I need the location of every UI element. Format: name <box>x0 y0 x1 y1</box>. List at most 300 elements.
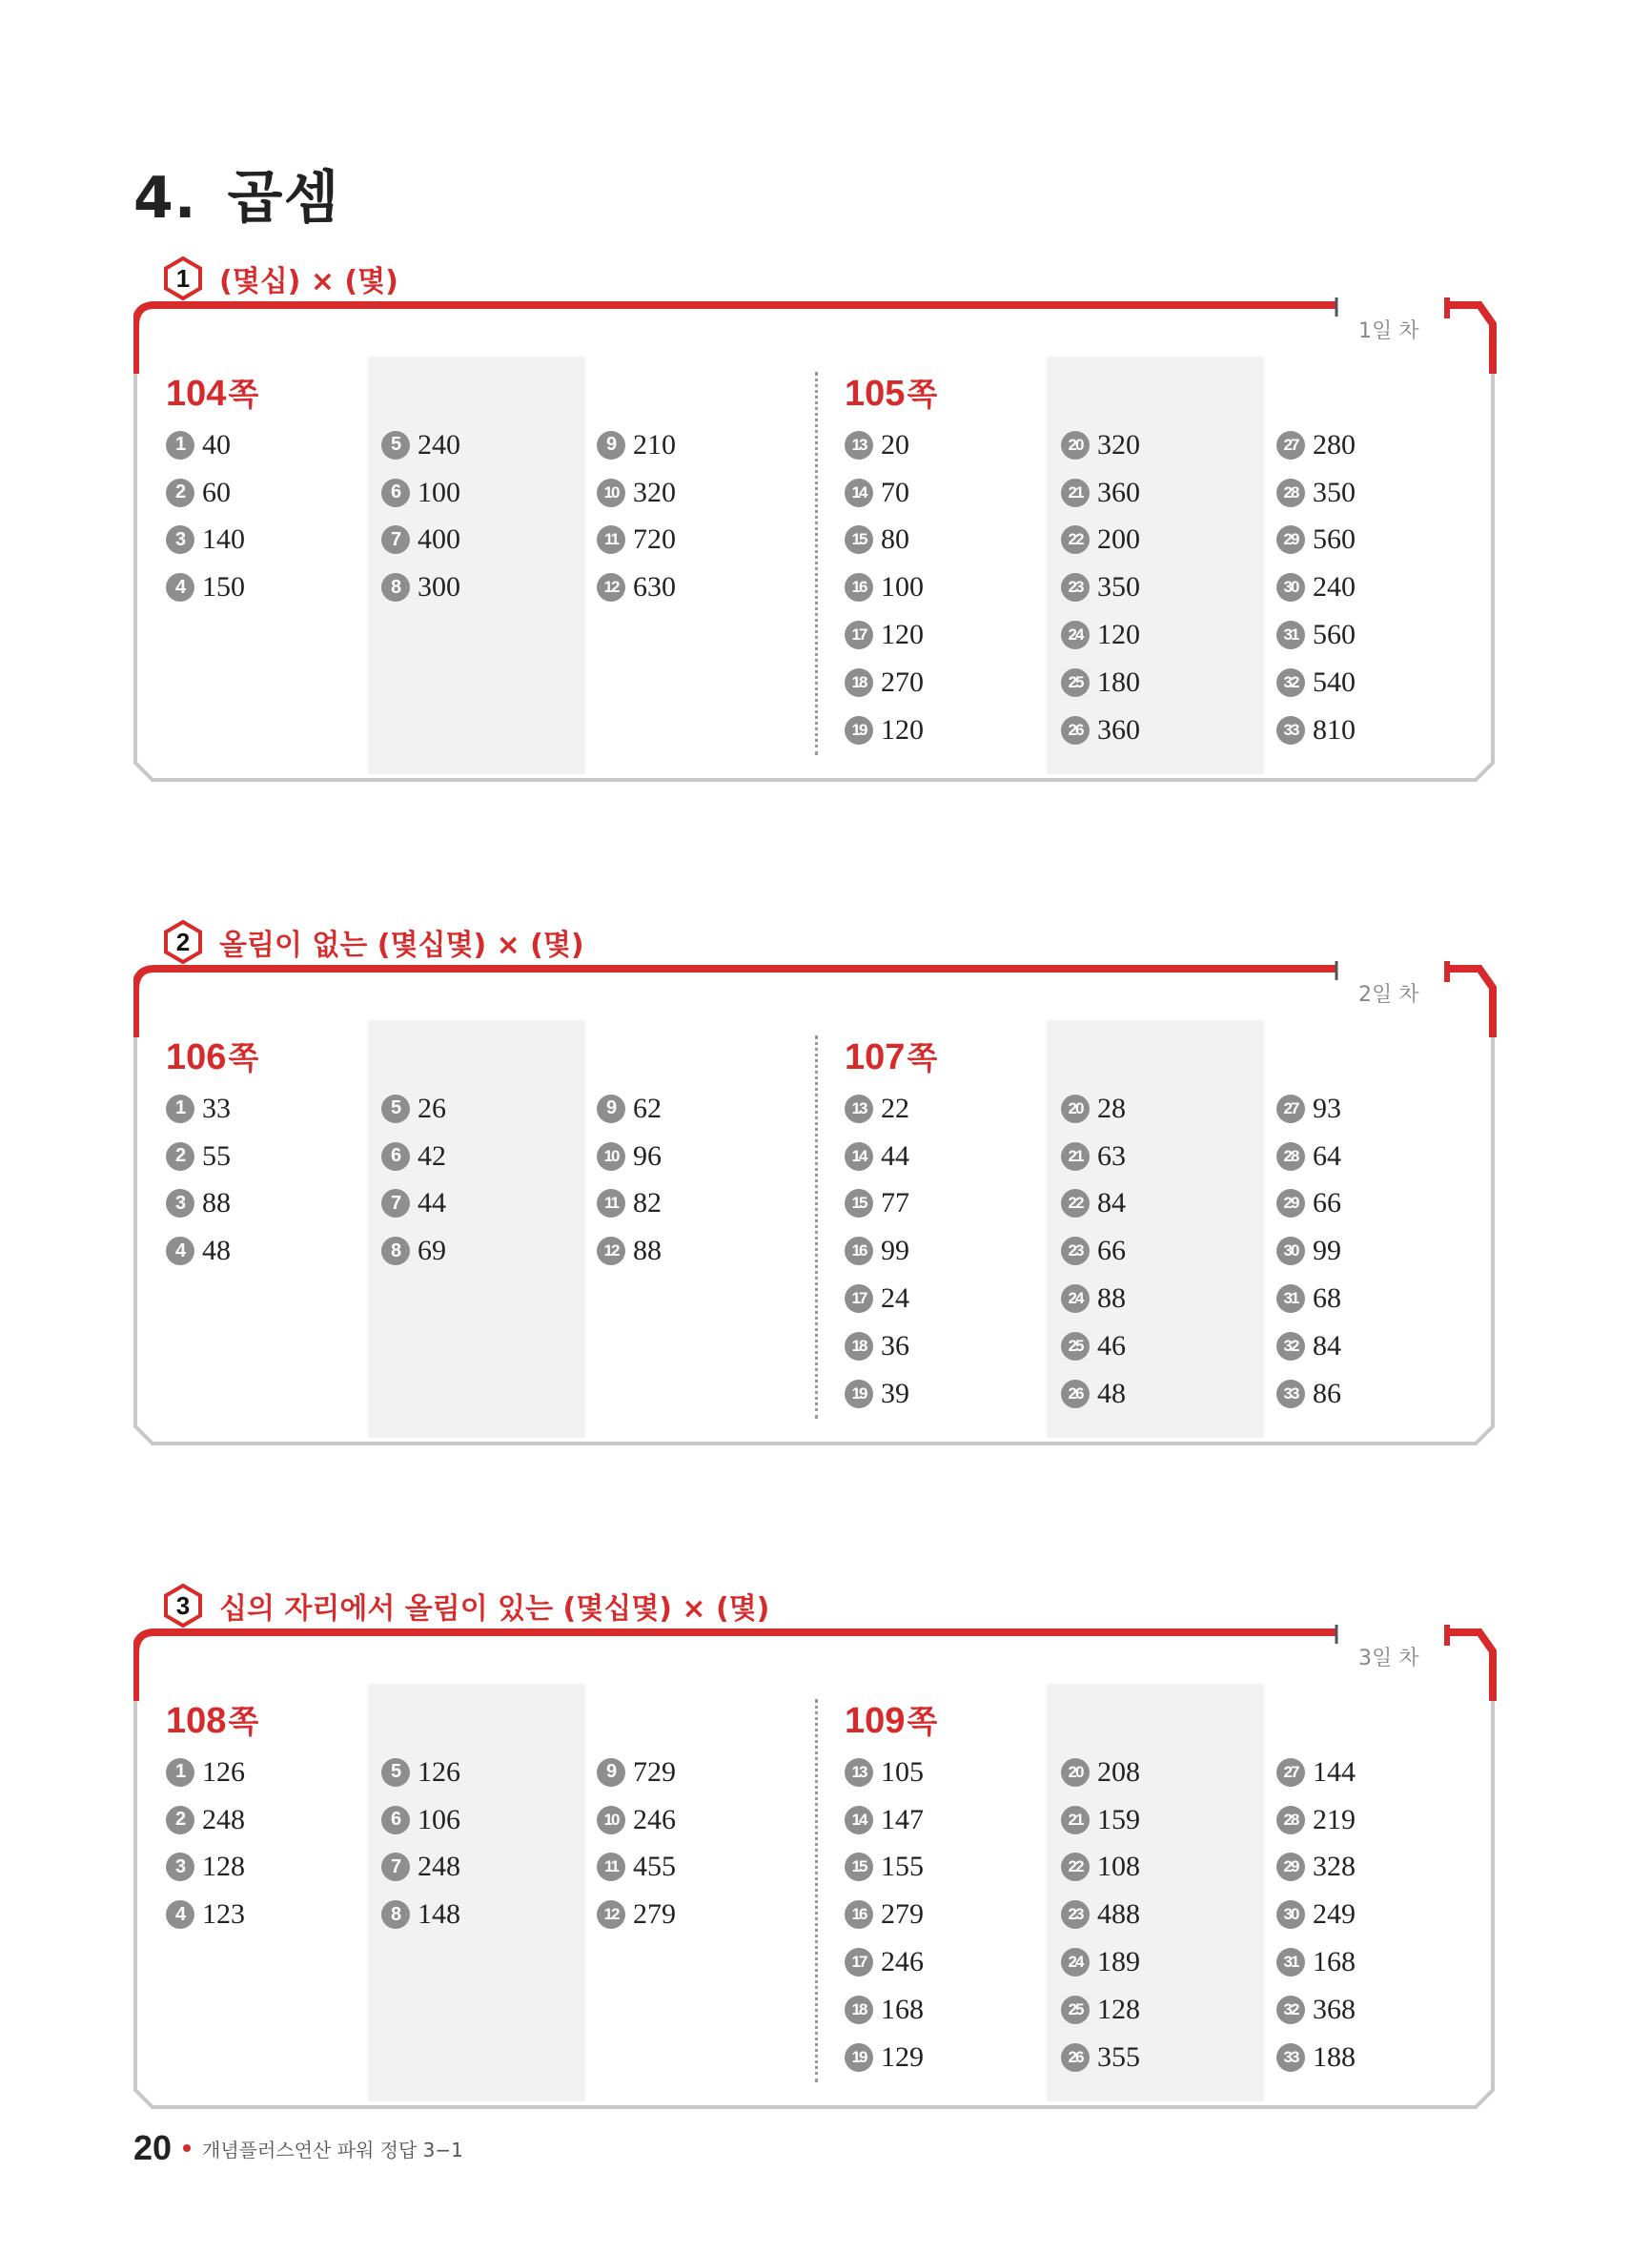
problem-number-badge: 14 <box>845 479 873 507</box>
problem-number-badge: 10 <box>597 1142 625 1171</box>
answer-value: 63 <box>1097 1139 1126 1172</box>
answer-value: 120 <box>881 713 924 746</box>
answer-item <box>597 1796 676 1844</box>
answer-value: 100 <box>418 476 460 508</box>
answer-column <box>166 421 245 611</box>
answer-item <box>1061 1796 1140 1844</box>
answer-value: 126 <box>202 1755 245 1788</box>
page-suffix: 쪽 <box>228 1039 259 1076</box>
answer-value: 360 <box>1097 476 1140 508</box>
problem-number-badge: 10 <box>597 479 625 507</box>
page-number: 108 <box>166 1701 227 1741</box>
answer-item <box>845 707 924 754</box>
problem-number-badge: 27 <box>1276 1758 1305 1787</box>
answer-item <box>1276 517 1356 564</box>
section-number: 1 <box>175 264 191 293</box>
problem-number-badge: 17 <box>845 621 873 649</box>
problem-number-badge: 4 <box>166 1900 194 1929</box>
left-page-label <box>166 370 258 415</box>
answer-column <box>166 1749 245 1938</box>
problem-number-badge: 31 <box>1276 621 1305 649</box>
answer-value: 105 <box>881 1755 924 1788</box>
answer-value: 147 <box>881 1803 924 1835</box>
answer-item <box>1061 1749 1140 1796</box>
problem-number-badge: 5 <box>381 1095 410 1123</box>
answer-item <box>381 1133 446 1180</box>
right-page-label <box>845 1697 937 1742</box>
problem-number-badge: 11 <box>597 1853 625 1881</box>
answer-item <box>845 611 924 659</box>
problem-number-badge: 6 <box>381 1806 410 1834</box>
answer-item <box>597 421 676 469</box>
answer-item <box>845 1085 909 1133</box>
answer-item <box>166 1180 231 1228</box>
answer-value: 168 <box>881 1993 924 2025</box>
problem-number-badge: 33 <box>1276 716 1305 745</box>
problem-number-badge: 32 <box>1276 1332 1305 1361</box>
answer-column <box>597 1749 676 1938</box>
problem-number-badge: 23 <box>1061 573 1090 602</box>
answer-item <box>166 1227 231 1275</box>
answer-item <box>597 563 676 611</box>
problem-number-badge: 24 <box>1061 621 1090 649</box>
problem-number-badge: 13 <box>845 1758 873 1787</box>
problem-number-badge: 4 <box>166 1237 194 1265</box>
answer-value: 20 <box>881 428 909 461</box>
problem-number-badge: 8 <box>381 573 410 602</box>
answer-item <box>845 1749 924 1796</box>
answer-column <box>1061 1749 1140 2081</box>
chapter-number: 4. <box>133 165 197 232</box>
problem-number-badge: 26 <box>1061 1380 1090 1408</box>
answer-value: 155 <box>881 1851 924 1883</box>
answer-column <box>381 421 460 611</box>
answer-item <box>845 1844 924 1892</box>
answer-item <box>1061 1370 1126 1418</box>
answer-item <box>845 1370 909 1418</box>
answer-value: 26 <box>418 1092 446 1124</box>
page-footer <box>133 2128 463 2168</box>
problem-number-badge: 21 <box>1061 479 1090 507</box>
answer-value: 279 <box>633 1898 676 1931</box>
answer-item <box>1061 1227 1126 1275</box>
answer-item <box>166 1749 245 1796</box>
answer-box <box>133 297 1506 870</box>
answer-value: 188 <box>1313 2040 1356 2073</box>
answer-item <box>845 1891 924 1938</box>
answer-item <box>1276 1844 1356 1892</box>
answer-item <box>1061 1275 1126 1322</box>
page-number: 107 <box>845 1037 906 1077</box>
problem-number-badge: 20 <box>1061 1758 1090 1787</box>
problem-number-badge: 15 <box>845 525 873 554</box>
answer-value: 810 <box>1313 713 1356 746</box>
answer-value: 24 <box>881 1282 909 1315</box>
answer-value: 99 <box>1313 1235 1341 1267</box>
answer-column <box>845 1749 924 2081</box>
answer-item <box>1276 1085 1341 1133</box>
answer-item <box>1061 707 1140 754</box>
footer-page-number: 20 <box>133 2128 173 2167</box>
answer-item <box>1061 1986 1140 2034</box>
answer-value: 93 <box>1313 1092 1341 1124</box>
answer-value: 69 <box>418 1235 446 1267</box>
answer-item <box>1061 611 1140 659</box>
right-page-label <box>845 1034 937 1078</box>
answer-value: 123 <box>202 1898 245 1931</box>
answer-value: 180 <box>1097 666 1140 698</box>
answer-item <box>597 1749 676 1796</box>
answer-value: 144 <box>1313 1755 1356 1788</box>
answer-item <box>845 1275 909 1322</box>
problem-number-badge: 23 <box>1061 1900 1090 1929</box>
answer-column <box>845 421 924 754</box>
page-number: 104 <box>166 374 227 414</box>
page-suffix: 쪽 <box>228 1703 259 1740</box>
problem-number-badge: 11 <box>597 525 625 554</box>
problem-number-badge: 24 <box>1061 1284 1090 1313</box>
answer-value: 84 <box>1097 1187 1126 1219</box>
problem-number-badge: 14 <box>845 1806 873 1834</box>
answer-item <box>166 1844 245 1892</box>
answer-value: 120 <box>1097 619 1140 651</box>
answer-value: 46 <box>1097 1329 1126 1362</box>
problem-number-badge: 5 <box>381 431 410 460</box>
problem-number-badge: 32 <box>1276 668 1305 697</box>
problem-number-badge: 32 <box>1276 1996 1305 2024</box>
answer-section <box>133 1577 1506 2206</box>
page-suffix: 쪽 <box>907 376 938 413</box>
answer-item <box>845 563 924 611</box>
answer-value: 44 <box>418 1187 446 1219</box>
section-title: 십의 자리에서 올림이 있는 (몇십몇) × (몇) <box>219 1592 770 1626</box>
answer-value: 560 <box>1313 523 1356 556</box>
answer-value: 400 <box>418 523 460 556</box>
answer-column <box>166 1085 231 1275</box>
answer-item <box>1061 469 1140 517</box>
answer-value: 200 <box>1097 523 1140 556</box>
problem-number-badge: 30 <box>1276 573 1305 602</box>
answer-item <box>381 469 460 517</box>
answer-item <box>381 1749 460 1796</box>
problem-number-badge: 7 <box>381 525 410 554</box>
section-number-hexagon-icon <box>160 919 206 965</box>
answer-item <box>597 1227 662 1275</box>
problem-number-badge: 6 <box>381 1142 410 1171</box>
problem-number-badge: 20 <box>1061 1095 1090 1123</box>
page-divider <box>815 1699 818 2082</box>
problem-number-badge: 26 <box>1061 2043 1090 2072</box>
problem-number-badge: 19 <box>845 716 873 745</box>
problem-number-badge: 1 <box>166 1758 194 1787</box>
answer-item <box>1276 611 1356 659</box>
answer-box <box>133 1625 1506 2197</box>
answer-value: 128 <box>202 1851 245 1883</box>
problem-number-badge: 4 <box>166 573 194 602</box>
answer-item <box>597 1844 676 1892</box>
answer-item <box>381 1180 446 1228</box>
answer-item <box>1276 1275 1341 1322</box>
answer-item <box>1061 1133 1126 1180</box>
problem-number-badge: 25 <box>1061 668 1090 697</box>
answer-value: 129 <box>881 2040 924 2073</box>
page-suffix: 쪽 <box>907 1039 938 1076</box>
answer-column <box>381 1085 446 1275</box>
answer-value: 328 <box>1313 1851 1356 1883</box>
answer-value: 84 <box>1313 1329 1341 1362</box>
problem-number-badge: 8 <box>381 1237 410 1265</box>
page-number: 105 <box>845 374 906 414</box>
problem-number-badge: 23 <box>1061 1237 1090 1265</box>
answer-item <box>1276 1986 1356 2034</box>
answer-value: 350 <box>1313 476 1356 508</box>
answer-item <box>845 1938 924 1986</box>
answer-value: 720 <box>633 523 676 556</box>
section-number: 2 <box>175 928 191 956</box>
answer-value: 630 <box>633 571 676 604</box>
answer-item <box>1061 563 1140 611</box>
answer-item <box>166 563 245 611</box>
problem-number-badge: 3 <box>166 525 194 554</box>
problem-number-badge: 33 <box>1276 2043 1305 2072</box>
answer-column <box>597 421 676 611</box>
answer-value: 270 <box>881 666 924 698</box>
problem-number-badge: 6 <box>381 479 410 507</box>
answer-value: 368 <box>1313 1993 1356 2025</box>
answer-item <box>1061 2034 1140 2081</box>
answer-item <box>597 1180 662 1228</box>
answer-value: 62 <box>633 1092 662 1124</box>
problem-number-badge: 22 <box>1061 525 1090 554</box>
answer-item <box>381 421 460 469</box>
answer-item <box>1276 469 1356 517</box>
problem-number-badge: 14 <box>845 1142 873 1171</box>
answer-value: 100 <box>881 571 924 604</box>
answer-column <box>845 1085 909 1418</box>
answer-item <box>845 1986 924 2034</box>
problem-number-badge: 29 <box>1276 1189 1305 1218</box>
page-suffix: 쪽 <box>228 376 259 413</box>
answer-item <box>1276 1749 1356 1796</box>
problem-number-badge: 2 <box>166 479 194 507</box>
problem-number-badge: 21 <box>1061 1806 1090 1834</box>
answer-value: 320 <box>633 476 676 508</box>
answer-item <box>1276 421 1356 469</box>
answer-item <box>845 421 924 469</box>
answer-item <box>381 1796 460 1844</box>
answer-item <box>166 517 245 564</box>
answer-item <box>1061 1085 1126 1133</box>
answer-column <box>1276 421 1356 754</box>
answer-value: 280 <box>1313 428 1356 461</box>
answer-value: 248 <box>418 1851 460 1883</box>
answer-value: 128 <box>1097 1993 1140 2025</box>
answer-value: 729 <box>633 1755 676 1788</box>
answer-item <box>597 1133 662 1180</box>
section-title: 올림이 없는 (몇십몇) × (몇) <box>219 929 584 962</box>
problem-number-badge: 9 <box>597 1758 625 1787</box>
answer-value: 44 <box>881 1139 909 1172</box>
answer-value: 246 <box>881 1946 924 1978</box>
answer-item <box>1061 1844 1140 1892</box>
problem-number-badge: 2 <box>166 1806 194 1834</box>
answer-item <box>1276 659 1356 707</box>
answer-item <box>845 2034 924 2081</box>
chapter-name: 곱셈 <box>227 165 340 232</box>
answer-item <box>1276 2034 1356 2081</box>
answer-item <box>1061 421 1140 469</box>
problem-number-badge: 16 <box>845 573 873 602</box>
problem-number-badge: 31 <box>1276 1948 1305 1976</box>
problem-number-badge: 18 <box>845 1332 873 1361</box>
answer-item <box>597 469 676 517</box>
answer-value: 88 <box>633 1235 662 1267</box>
answer-item <box>1276 1796 1356 1844</box>
problem-number-badge: 3 <box>166 1853 194 1881</box>
answer-column <box>1061 421 1140 754</box>
problem-number-badge: 33 <box>1276 1380 1305 1408</box>
problem-number-badge: 22 <box>1061 1189 1090 1218</box>
day-label: 1일 차 <box>1358 319 1419 343</box>
section-number: 3 <box>175 1591 191 1620</box>
problem-number-badge: 19 <box>845 1380 873 1408</box>
answer-value: 48 <box>202 1235 231 1267</box>
answer-value: 248 <box>202 1803 245 1835</box>
day-label: 2일 차 <box>1358 983 1419 1007</box>
answer-value: 77 <box>881 1187 909 1219</box>
problem-number-badge: 30 <box>1276 1900 1305 1929</box>
answer-value: 70 <box>881 476 909 508</box>
problem-number-badge: 20 <box>1061 431 1090 460</box>
answer-item <box>845 1180 909 1228</box>
answer-value: 148 <box>418 1898 460 1931</box>
answer-item <box>166 1796 245 1844</box>
answer-value: 360 <box>1097 713 1140 746</box>
problem-number-badge: 27 <box>1276 431 1305 460</box>
answer-item <box>166 469 245 517</box>
answer-value: 66 <box>1313 1187 1341 1219</box>
answer-value: 28 <box>1097 1092 1126 1124</box>
answer-section <box>133 913 1506 1543</box>
answer-column <box>381 1749 460 1938</box>
answer-item <box>845 1796 924 1844</box>
right-page-label <box>845 370 937 415</box>
page-divider <box>815 1035 818 1419</box>
answer-item <box>597 1085 662 1133</box>
answer-value: 66 <box>1097 1235 1126 1267</box>
section-number-hexagon-icon <box>160 256 206 301</box>
answer-value: 39 <box>881 1377 909 1409</box>
problem-number-badge: 18 <box>845 1996 873 2024</box>
answer-value: 140 <box>202 523 245 556</box>
answer-value: 55 <box>202 1139 231 1172</box>
problem-number-badge: 11 <box>597 1189 625 1218</box>
answer-value: 88 <box>202 1187 231 1219</box>
answer-item <box>166 1891 245 1938</box>
problem-number-badge: 12 <box>597 573 625 602</box>
section-title: (몇십) × (몇) <box>219 265 398 298</box>
answer-value: 240 <box>1313 571 1356 604</box>
problem-number-badge: 12 <box>597 1237 625 1265</box>
answer-value: 355 <box>1097 2040 1140 2073</box>
problem-number-badge: 16 <box>845 1900 873 1929</box>
problem-number-badge: 25 <box>1061 1996 1090 2024</box>
footer-book-title: 개념플러스연산 파워 정답 3−1 <box>202 2138 463 2161</box>
left-page-label <box>166 1697 258 1742</box>
problem-number-badge: 15 <box>845 1853 873 1881</box>
answer-value: 86 <box>1313 1377 1341 1409</box>
answer-item <box>1061 1180 1126 1228</box>
answer-item <box>597 517 676 564</box>
answer-item <box>1276 1938 1356 1986</box>
problem-number-badge: 13 <box>845 1095 873 1123</box>
answer-item <box>381 1844 460 1892</box>
answer-value: 48 <box>1097 1377 1126 1409</box>
answer-item <box>845 517 924 564</box>
problem-number-badge: 19 <box>845 2043 873 2072</box>
answer-value: 455 <box>633 1851 676 1883</box>
answer-value: 82 <box>633 1187 662 1219</box>
problem-number-badge: 21 <box>1061 1142 1090 1171</box>
problem-number-badge: 2 <box>166 1142 194 1171</box>
answer-column <box>1061 1085 1126 1418</box>
answer-section <box>133 250 1506 879</box>
problem-number-badge: 15 <box>845 1189 873 1218</box>
answer-item <box>845 1133 909 1180</box>
answer-value: 40 <box>202 428 231 461</box>
problem-number-badge: 28 <box>1276 1142 1305 1171</box>
answer-value: 488 <box>1097 1898 1140 1931</box>
answer-value: 246 <box>633 1803 676 1835</box>
answer-value: 68 <box>1313 1282 1341 1315</box>
footer-bullet <box>183 2144 191 2152</box>
answer-item <box>1276 1891 1356 1938</box>
answer-value: 560 <box>1313 619 1356 651</box>
problem-number-badge: 31 <box>1276 1284 1305 1313</box>
day-label: 3일 차 <box>1358 1647 1419 1670</box>
answer-item <box>597 1891 676 1938</box>
answer-item <box>381 1085 446 1133</box>
problem-number-badge: 16 <box>845 1237 873 1265</box>
answer-item <box>1276 1180 1341 1228</box>
answer-value: 126 <box>418 1755 460 1788</box>
problem-number-badge: 24 <box>1061 1948 1090 1976</box>
left-page-label <box>166 1034 258 1078</box>
page-number: 106 <box>166 1037 227 1077</box>
answer-item <box>166 1133 231 1180</box>
problem-number-badge: 25 <box>1061 1332 1090 1361</box>
problem-number-badge: 27 <box>1276 1095 1305 1123</box>
answer-value: 159 <box>1097 1803 1140 1835</box>
problem-number-badge: 29 <box>1276 1853 1305 1881</box>
problem-number-badge: 3 <box>166 1189 194 1218</box>
answer-item <box>381 1891 460 1938</box>
answer-item <box>1061 1938 1140 1986</box>
answer-item <box>1276 1370 1341 1418</box>
problem-number-badge: 9 <box>597 1095 625 1123</box>
answer-item <box>1276 563 1356 611</box>
answer-column <box>597 1085 662 1275</box>
page-suffix: 쪽 <box>907 1703 938 1740</box>
answer-item <box>1276 1322 1341 1370</box>
answer-value: 106 <box>418 1803 460 1835</box>
problem-number-badge: 9 <box>597 431 625 460</box>
problem-number-badge: 1 <box>166 431 194 460</box>
answer-value: 279 <box>881 1898 924 1931</box>
chapter-title <box>133 153 339 235</box>
problem-number-badge: 5 <box>381 1758 410 1787</box>
answer-item <box>381 563 460 611</box>
